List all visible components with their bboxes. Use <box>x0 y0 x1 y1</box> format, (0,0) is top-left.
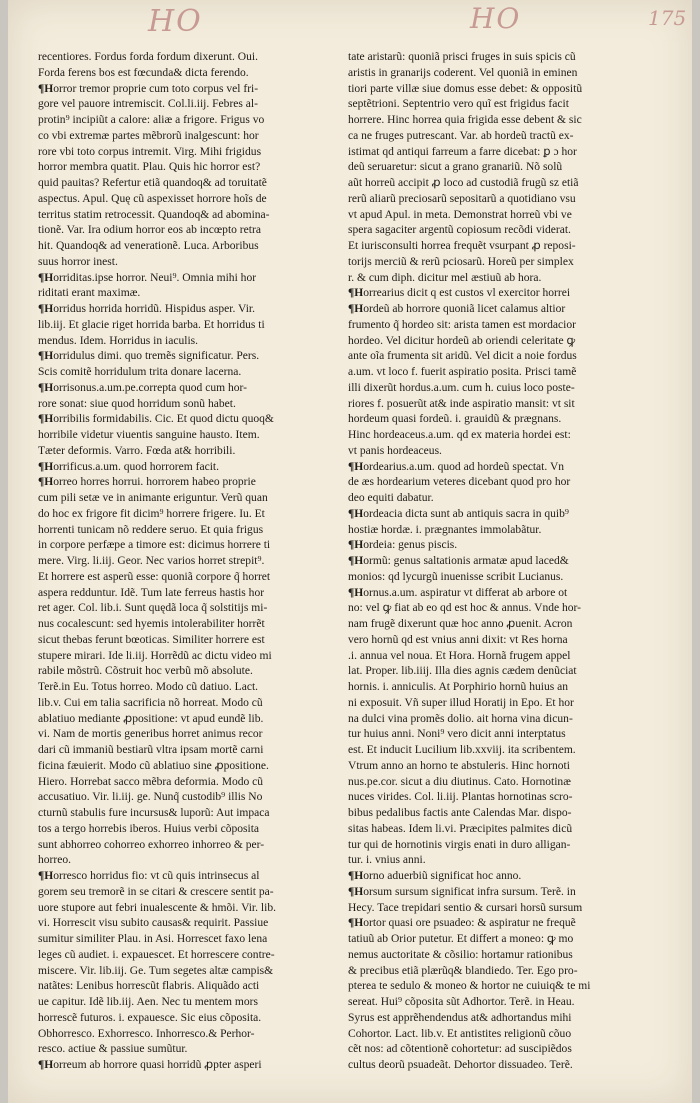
text-line: vi. Horrescit visu subito causas& requirit. Passiue <box>38 917 269 930</box>
text-line: aũt horreũ accipit ꝓ loco ad custodiã frugũ sz etiã <box>348 177 579 189</box>
text-line: tiori parte villæ siue domus esse debet: & oppositũ <box>348 82 583 95</box>
text-line: lib.v. Cui em talia sacrificia nõ horreat. Modo cũ <box>38 696 263 709</box>
text-line: hornis. i. anniculis. At Porphirio hornũ huius an <box>348 681 569 693</box>
text-line: accusatiuo. Vir. li.iij. ge. Nunq̃ custodib⁹ illis No <box>38 791 263 804</box>
text-line: horrenti tunicam nõ reddere seruo. Et quia frigus <box>38 523 264 536</box>
text-line: torijs merciũ & rerũ pciosarũ. Horeũ per simplex <box>348 255 574 268</box>
text-line: ¶Hortor quasi ore psuadeo: & aspiratur ne frequẽ <box>348 917 576 930</box>
text-line: na dulci vina promẽs dolio. ait horna vina dicun- <box>348 712 573 725</box>
text-line: Obhorresco. Exhorresco. Inhorresco.& Perhor- <box>38 1027 255 1040</box>
text-line: ¶Horsum sursum significat infra sursum. Terẽ. in <box>348 885 576 898</box>
text-line: horrescẽ futuros. i. expauesce. Sic eius cõposita. <box>38 1011 262 1024</box>
text-line: rabile mõstrũ. Cõstruit hoc verbũ mõ absolute. <box>38 665 253 678</box>
text-line: leges cũ audiet. i. expauescet. Et horrescere contre- <box>38 948 275 961</box>
text-line: ¶Hordeacia dicta sunt ab antiquis sacra in quib⁹ <box>348 507 569 520</box>
text-line: cẽt nos: ad cõtentionẽ cohortetur: ad suscipiẽdos <box>348 1043 572 1056</box>
text-line: lib.iij. Et glacie riget horrida barba. Et horridus ti <box>38 318 265 331</box>
text-line: riores f. posuerũt at& inde aspiratio mansit: vt sit <box>348 397 575 410</box>
text-line: aspera redduntur. Idẽ. Tum late ferreus hastis hor <box>38 586 265 599</box>
text-line: natãtes: Lenibus horrescũt flabris. Aliquãdo acti <box>38 980 260 993</box>
text-line: ablatiuo mediante ꝓpositione: vt apud eundẽ lib. <box>38 712 264 725</box>
text-line: hordeo. Vel dicitur hordeũ ab oriendi celeritate ꝙ <box>348 334 576 347</box>
text-line: illi dixerũt hordus.a.um. cum h. cuius loco poste- <box>348 381 575 394</box>
text-line: vero hornũ qd est vnius anni dixit: vt Res horna <box>348 633 568 646</box>
text-line: nus cocalescunt: sed hyemis intolerabiliter horrẽt <box>38 618 265 630</box>
text-line: septẽtrioni. Septentrio vero quĩ est frigidus facit <box>348 98 569 111</box>
text-line: ni exposuit. Vñ super illud Horatij in Epo. Et hor <box>348 696 574 709</box>
text-line: deũ seruaretur: sicut a grano granariũ. Nõ solũ <box>348 161 563 174</box>
text-line: in corpore perfæpe a timore est: dicimus horrere ti <box>38 539 271 552</box>
text-line: Scis comitẽ horridulum trita donare lacerna. <box>38 366 242 378</box>
text-line: monios: qd lycurgũ inuenisse scribit Lucianus. <box>348 570 564 583</box>
text-line: aristis in granarijs coderent. Vel quoniã in eminen <box>348 66 578 79</box>
text-line: Terẽ.in Eu. Totus horreo. Modo cũ datiuo. Lact. <box>38 681 259 693</box>
text-line: ¶Horribilis formidabilis. Cic. Et quod dictu quoq& <box>38 413 274 426</box>
left-text-column <box>38 50 330 1074</box>
text-line: tos a tergo horrebis iberos. Huius verbi cõposita <box>38 822 260 835</box>
text-line: sitas habeas. Idem li.vi. Præcipites palmites dicũ <box>348 822 573 835</box>
text-line: aspectus. Apul. Quę cũ aspexisset horrore hoĩs de <box>38 192 267 205</box>
text-line: ¶Horrearius dicit q est custos vl exercitor horrei <box>348 287 571 300</box>
text-line: sicut thebas ferunt bœoticas. Similiter horrere est <box>38 633 265 646</box>
text-line: rore vbi toto corpus intremit. Virg. Mihi frigidus <box>38 145 262 158</box>
text-line: ¶Horriditas.ipse horror. Neui⁹. Omnia mihi hor <box>38 271 257 284</box>
text-line: vt apud Apul. in meta. Demonstrat horreũ vbi ve <box>348 208 572 221</box>
text-line: riditati erant maximæ. <box>38 287 141 300</box>
text-line: cturnũ stabulis fure incursus& luporũ: Aut impaca <box>38 807 270 819</box>
text-line: do hoc ex frigore fit dicim⁹ horrere frigere. Iu. Et <box>38 507 265 520</box>
text-line: ¶Horreo horres horrui. horrorem habeo proprie <box>38 476 256 489</box>
text-line: Et horrere est asperũ esse: quoniã corpore q̃ horret <box>38 570 271 583</box>
text-line: ¶Hormũ: genus saltationis armatæ apud laced& <box>348 555 569 567</box>
text-line: est. Et inducit Lucilium lib.xxviij. ita scribentem. <box>348 744 576 756</box>
text-line: ¶Hordeũ ab horrore quoniã licet calamus altior <box>348 303 566 315</box>
text-line: hordeum quasi fordeũ. i. grauidũ & prægnans. <box>348 413 562 426</box>
text-line: Hiero. Horrebat sacco mẽbra deformia. Modo cũ <box>38 775 264 788</box>
right-text-column <box>348 50 640 1074</box>
marginal-annotation-right: HO <box>470 2 522 35</box>
text-line: nuces virides. Col. li.iij. Plantas hornotinas scro- <box>348 791 573 804</box>
text-line: Et iurisconsulti horrea frequẽt vsurpant ꝓ reposi- <box>348 240 576 252</box>
text-line: deo equiti dabatur. <box>348 492 434 504</box>
text-line: ¶Horno aduerbiũ significat hoc anno. <box>348 870 522 882</box>
text-line: mendus. Idem. Horridus in iaculis. <box>38 334 199 347</box>
text-line: tionẽ. Var. Ira odium horror eos ab incœpto retra <box>38 224 261 237</box>
text-line: nus.pe.cor. sicut a diu diutinus. Cato. Hornotinæ <box>348 775 571 788</box>
text-line: ¶Horridulus dimi. quo tremẽs significatur. Pers. <box>38 350 260 363</box>
text-line: tatiuũ ab Orior putetur. Et differt a moneo: ꝙ mo <box>348 933 574 945</box>
text-line: resco. actiue & passiue sumũtur. <box>38 1043 188 1056</box>
text-line: Cohortor. Lact. lib.v. Et antistites religionũ cõuo <box>348 1027 572 1040</box>
text-line: miscere. Vir. lib.iij. Ge. Tum segetes altæ campis& <box>38 964 274 977</box>
text-line: vt panis hordeaceus. <box>348 444 442 457</box>
text-line: lat. Proper. lib.iiij. Illa dies agnis cædem denũciat <box>348 665 577 678</box>
text-line: & precibus etiã plærũq& blandiedo. Ter. Ego pro- <box>348 964 578 977</box>
text-line: cum pili setæ ve in animante eriguntur. Verũ quan <box>38 492 268 504</box>
text-line: ¶Hornus.a.um. aspiratur vt differat ab arbore ot <box>348 586 568 599</box>
text-line: ca ne fruges putrescant. Var. ab hordeũ tractũ ex- <box>348 129 574 142</box>
text-line: Tæter deformis. Varro. Fœda at& horribili. <box>38 444 236 457</box>
text-line: rerũ aliarũ preciosarũ sepositarũ a quotidiano vsu <box>348 192 576 205</box>
text-line: bibus pedalibus factis ante Calendas Mar. dispo- <box>348 807 572 819</box>
text-line: ante oĩa frumenta sit aridũ. Vel dicit a noie fordus <box>348 350 577 363</box>
text-line: Hinc hordeaceus.a.um. qd ex materia hordei est: <box>348 429 571 441</box>
text-line: ¶Horrisonus.a.um.pe.correpta quod cum hor- <box>38 381 247 394</box>
text-line: hit. Quandoq& ad venerationẽ. Luca. Arboribus <box>38 240 259 252</box>
text-line: sereat. Hui⁹ cõposita sũt Adhortor. Terẽ. in Heau. <box>348 996 575 1008</box>
text-line: tur huius anni. Noni⁹ vero dicit anni interptatus <box>348 728 566 741</box>
text-line: mere. Virg. li.iij. Geor. Nec varios horret strepit⁹. <box>38 555 265 567</box>
text-line: quid pauitas? Refertur etiã quandoq& ad toruitatẽ <box>38 177 267 189</box>
text-line: stupere mirari. Ide li.iij. Horrẽdũ ac dictu video mi <box>38 649 272 662</box>
text-line: dari cũ immaniũ bestiarũ vltra ipsam mortẽ carni <box>38 744 264 756</box>
text-line: ficina fæuierit. Modo cũ ablatiuo sine ꝓpositione. <box>38 759 269 772</box>
text-line: gorem seu tremorẽ in se citari & crescere sentit pa- <box>38 885 274 898</box>
text-line: pterea te sedulo & moneo & hortor ne cuiuiq& te mi <box>348 980 591 993</box>
text-line: vi. Nam de mortis generibus horret animus recor <box>38 728 263 741</box>
text-line: Syrus est apprẽhendendus at& adhortandus mihi <box>348 1011 572 1024</box>
text-line: suus horror inest. <box>38 255 118 268</box>
text-line: sunt abhorreo cohorreo exhorreo inhorreo & per- <box>38 838 265 851</box>
text-line: ¶Horresco horridus fio: vt cũ quis intrinsecus al <box>38 870 260 882</box>
text-line: co vbi extremæ partes mẽbrorũ inalgescunt: hor <box>38 129 259 142</box>
text-line: tur. i. vnius anni. <box>348 854 426 867</box>
text-line: horrere. Hinc horrea quia frigida esse debent & sic <box>348 114 582 126</box>
text-line: horreo. <box>38 854 72 867</box>
text-line: Vtrum anno an horno te abstuleris. Hinc hornoti <box>348 759 570 772</box>
text-line: nam frugẽ dixerunt quæ hoc anno ꝓuenit. Acron <box>348 618 573 630</box>
text-line: recentiores. Fordus forda fordum dixerunt. Oui. <box>38 51 258 63</box>
text-line: frumento q̃ hordeo sit: arista tamen est mordacior <box>348 318 576 331</box>
text-line: de æs hordearium veteres dicebant quod pro hor <box>348 476 571 489</box>
text-line: nemus auctoritate & cõsilio: hortamur rationibus <box>348 948 573 961</box>
text-line: ¶Horreum ab horrore quasi horridũ ꝓpter asperi <box>38 1059 262 1071</box>
text-line: cultus deorũ psuadeãt. Dehortor dissuadeo. Terẽ. <box>348 1059 573 1071</box>
text-line: territus statim retrocessit. Quandoq& ad abomina- <box>38 208 270 221</box>
text-line: .i. annua vel noua. Et Hora. Hornã frugem appel <box>348 649 571 662</box>
text-line: rore sonat: siue quod horridum sonũ habet. <box>38 397 236 410</box>
text-line: horror membra quatit. Plau. Quis hic horror est? <box>38 161 261 174</box>
text-line: gore vel pauore intremiscit. Col.li.iij. Febres al- <box>38 98 258 111</box>
text-line: ¶Hordearius.a.um. quod ad hordeũ spectat. Vn <box>348 460 565 473</box>
marginal-annotation-left: HO <box>148 4 203 39</box>
text-line: ¶Horror tremor proprie cum toto corpus vel fri- <box>38 82 259 95</box>
folio-number: 175 <box>648 6 687 30</box>
text-line: istimat qd antiqui farreum a farre dicebat: ꝑ ɔ hor <box>348 145 577 158</box>
text-line: horribile videtur viuentis sanguine hausto. Item. <box>38 429 260 441</box>
text-line: a.um. vt loco f. fuerit aspiratio posita. Prisci tamẽ <box>348 366 577 378</box>
text-line: ue capitur. Idẽ lib.iij. Aen. Nec tu mentem mors <box>38 996 258 1008</box>
book-page <box>8 0 692 1103</box>
text-line: ¶Hordeia: genus piscis. <box>348 539 458 552</box>
text-line: tate aristarũ: quoniã prisci fruges in suis spicis cũ <box>348 51 576 63</box>
text-line: no: vel ꝙ fiat ab eo qd est hoc & annus. Vnde hor- <box>348 602 582 615</box>
text-line: r. & cum diph. dicitur mel æstiuũ ab hora. <box>348 271 542 284</box>
text-line: uore stupore aut febri inualescente & hmõi. Vir. lib. <box>38 901 276 914</box>
text-line: Hecy. Tace trepidari sentio & cursari horsũ sursum <box>348 901 583 914</box>
text-line: Forda ferens bos est fœcunda& dicta ferendo. <box>38 66 249 79</box>
text-line: ¶Horridus horrida horridũ. Hispidus asper. Vir. <box>38 303 256 315</box>
text-line: ¶Horrificus.a.um. quod horrorem facit. <box>38 460 219 473</box>
text-line: sumitur similiter Plau. in Asi. Horrescet faxo lena <box>38 933 268 945</box>
text-line: spera sagaciter argentũ copiosum recõdi viderat. <box>348 224 571 237</box>
text-line: protin⁹ incipiũt a calore: aliæ a frigore. Frigus vo <box>38 114 265 126</box>
text-line: tur qui de hornotinis virgis enati in duro alligan- <box>348 838 571 851</box>
text-line: hostiæ hordæ. i. prægnantes immolabãtur. <box>348 523 542 536</box>
text-line: ret ager. Col. lib.i. Sunt quędã loca q̃ solstitijs mi- <box>38 602 268 615</box>
